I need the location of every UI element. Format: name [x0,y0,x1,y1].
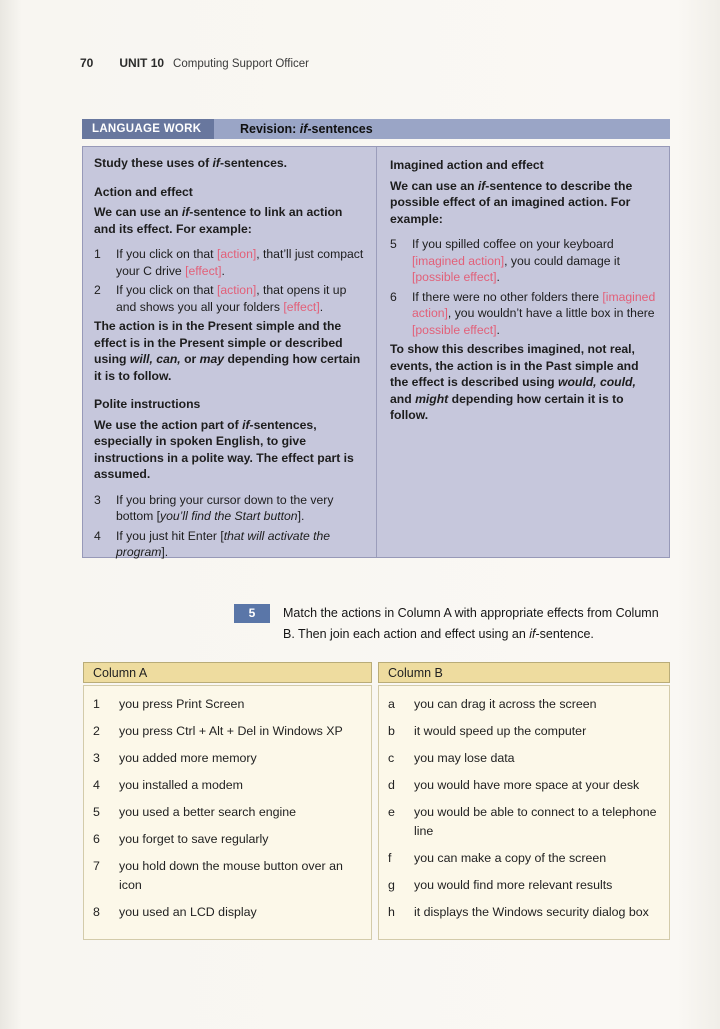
text-segment: If you just hit Enter [ [116,528,224,543]
text-segment: ]. [161,545,169,559]
text-segment: -sentence to link an action and its effect. For example: [94,205,343,236]
table-row [93,722,363,741]
text-segment: If you click on that [116,283,217,297]
row-label: 2 [93,724,100,738]
example-number: 6 [390,289,397,304]
grammar-example-item [94,246,366,279]
grammar-reference-box [82,146,670,558]
row-label: h [388,904,395,919]
exercise-number-badge: 5 [234,604,270,623]
grammar-paragraph [390,341,659,424]
text-segment: , you wouldn’t have a little box in there [447,306,655,320]
text-segment: We can use an [94,205,182,219]
text-segment: that will activate the program [116,528,331,559]
example-text [116,246,366,279]
row-text: it would speed up the computer [414,724,587,738]
unit-title: UNIT 10 [119,56,165,70]
text-segment: if [299,122,308,136]
text-segment: . [496,322,500,337]
language-work-label: LANGUAGE WORK [82,119,214,139]
row-text: you would be able to connect to a telephone line [414,805,657,838]
exercise-instruction-text [283,606,659,641]
example-number: 3 [94,492,101,507]
unit-subtitle: Computing Support Officer [173,58,309,70]
row-label: f [388,850,392,865]
text-segment: Match the actions in Column A with appropriate effects from Column B. Then join each action and effect using an [283,606,659,641]
text-segment: if [477,178,486,193]
text-segment: -sentences. [219,156,288,170]
column-b-body [378,685,670,940]
row-text: you forget to save regularly [119,832,269,846]
text-segment: [action] [216,247,257,261]
text-segment: you’ll find the Start button [160,509,298,523]
text-segment: , you could damage it [504,253,620,268]
text-segment: , that opens it up and shows you all your folders [116,283,347,314]
row-label: b [388,724,395,738]
example-text [412,236,659,286]
row-label: g [388,877,395,892]
column-a-header: Column A [83,662,372,683]
row-label: e [388,805,395,819]
example-number: 5 [390,237,397,251]
text-segment: would, could, [557,375,636,389]
row-label: 7 [93,859,100,873]
grammar-column-left [83,147,376,557]
row-label: a [388,697,395,711]
text-segment: . [319,299,324,314]
text-segment: if [242,417,250,432]
text-segment: If you click on that [116,247,217,261]
table-row [93,776,363,795]
row-label: c [388,751,395,765]
grammar-heading: Polite instructions [94,397,201,411]
row-text: you would have more space at your desk [414,778,640,792]
grammar-column-right [376,147,669,557]
example-number: 4 [94,528,101,543]
column-a-body [83,685,372,940]
grammar-heading: Imagined action and effect [390,158,544,172]
text-segment: [imagined action] [412,289,656,320]
table-row [93,803,363,822]
table-row [93,695,363,714]
text-segment: If you bring your cursor down to the very bottom [ [116,492,334,523]
text-segment: . [221,263,225,278]
table-row [388,749,661,768]
text-segment: If there were no other folders there [412,289,603,304]
table-row [388,849,661,868]
row-label: 5 [93,805,100,819]
text-segment: We use the action part of [94,417,243,432]
grammar-example-item [94,282,366,315]
column-b-table [378,662,670,940]
text-segment: depending how certain it is to follow. [94,352,361,383]
exercise-instruction [234,603,666,645]
text-segment: might [415,391,449,406]
text-segment: if [212,156,220,170]
page-number: 70 [80,56,94,70]
row-text: you would find more relevant results [414,877,613,892]
grammar-paragraph [390,178,659,228]
table-row [388,722,661,741]
row-label: 3 [93,751,100,765]
text-segment: [action] [216,283,257,297]
row-text: you can drag it across the screen [414,697,597,711]
text-segment: We can use an [390,178,478,193]
text-segment: -sentences, especially in spoken English, to give instructions in a polite way. The effect part is assumed. [94,417,354,481]
text-segment: [imagined action] [412,253,505,268]
row-label: 4 [93,778,100,792]
row-text: you hold down the mouse button over an icon [119,859,343,892]
text-segment: [effect] [283,299,320,314]
example-text [412,289,659,339]
row-label: 1 [93,697,100,711]
table-row [388,695,661,714]
text-segment: [possible effect] [412,270,497,284]
text-segment: -sentence. [535,627,594,641]
text-segment: , that’ll just compact your C drive [116,247,364,278]
grammar-paragraph [94,417,366,483]
table-row [93,857,363,894]
grammar-example-item [94,492,366,525]
text-segment: depending how certain it is to follow. [390,391,624,422]
row-text: you used a better search engine [119,805,297,819]
table-row [93,903,363,922]
text-segment: . [496,270,500,284]
row-text: you added more memory [119,751,257,765]
text-segment: The action is in the Present simple and the effect is in the Present simple or described using [94,319,343,366]
table-row [388,776,661,795]
text-segment: if [529,627,536,641]
text-segment: ]. [297,509,305,523]
column-b-header: Column B [378,662,670,683]
example-text [116,528,366,561]
row-label: 8 [93,904,100,919]
text-segment: To show this describes imagined, not real, events, the action is in the Past simple and the effect is described using [390,342,639,389]
row-text: you may lose data [414,751,515,765]
text-segment: [effect] [185,263,222,278]
text-segment: Revision: [240,122,300,136]
row-text: you press Ctrl + Alt + Del in Windows XP [119,724,343,738]
column-a-table [83,662,372,940]
row-label: 6 [93,832,100,846]
row-text: you press Print Screen [119,697,245,711]
grammar-paragraph [94,204,366,237]
grammar-example-item [390,289,659,339]
text-segment: If you spilled coffee on your keyboard [412,237,614,251]
text-segment: [possible effect] [412,322,497,337]
grammar-example-item [94,528,366,561]
grammar-paragraph [94,155,366,172]
text-segment: will, can, [129,352,181,366]
text-segment: -sentences [307,122,373,136]
table-row [93,830,363,849]
row-text: you used an LCD display [119,904,257,919]
row-text: you can make a copy of the screen [414,850,607,865]
row-label: d [388,778,395,792]
grammar-paragraph [94,318,366,384]
row-text: you installed a modem [119,778,243,792]
page-header [80,56,309,70]
grammar-heading: Action and effect [94,184,193,199]
text-segment: may [199,352,225,366]
table-row [388,876,661,895]
table-row [93,749,363,768]
banner-title [240,122,373,136]
row-text: it displays the Windows security dialog box [414,904,649,919]
text-segment: -sentence to describe the possible effect of an imagined action. For example: [390,178,633,226]
example-text [116,282,366,315]
text-segment: if [181,205,190,219]
text-segment: and [390,391,416,406]
text-segment: Study these uses of [94,156,213,170]
example-number: 2 [94,283,101,297]
example-number: 1 [94,247,101,261]
text-segment: or [180,352,200,366]
table-row [388,903,661,922]
table-row [388,803,661,840]
grammar-example-item [390,236,659,286]
language-work-banner [82,119,670,139]
example-text [116,492,366,525]
